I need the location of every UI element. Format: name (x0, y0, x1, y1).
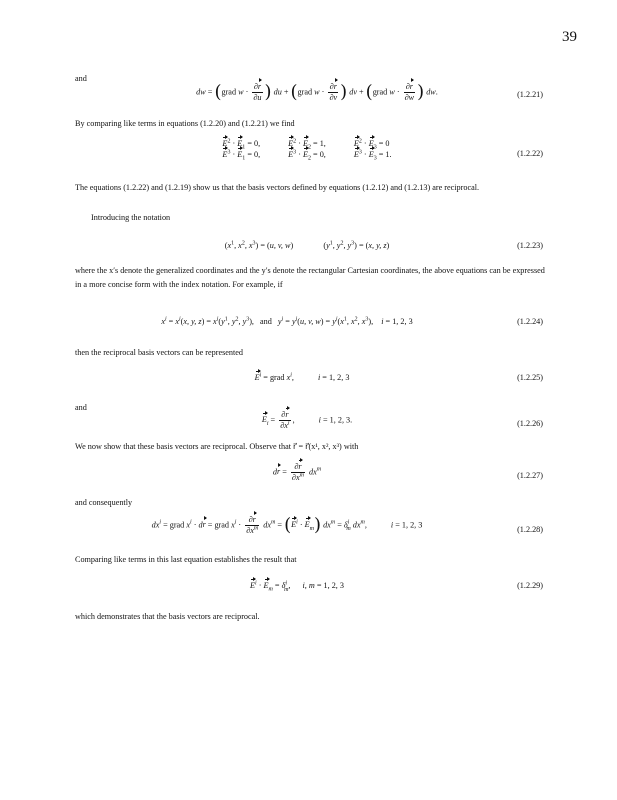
equation-1-2-29: $E^i \cdot E_m = \delta^i_m$, i, m = 1, 2, 3 (1.2.29) (250, 580, 543, 593)
paragraph-and-2: and (75, 403, 87, 412)
equation-number: (1.2.28) (517, 525, 543, 534)
equation-number: (1.2.21) (517, 90, 543, 99)
equation-1-2-23: ($x^1$, $x^2$, $x^3) = (u$, v, w) ($y^1$, $y^2$, $y^3) = (x$, y, z) (1.2.23) (224, 240, 543, 250)
equation-1-2-26: $E_i$ = $\frac{\partial r}{\partial x^i}$ , i = 1, 2, 3. (1.2.26) (261, 410, 543, 430)
equation-number: (1.2.23) (517, 241, 543, 250)
equation-1-2-24: $x^i = x^i(x$, y, $z) = x^i(y^1$, $y^2$, $y^3$), and $y^i = y^i(u$, v, $w) = y^i(x^1$, $x^2$, $x^3$), i = 1, 2, 3 (1.2.24) (161, 316, 543, 326)
equation-number: (1.2.24) (517, 317, 543, 326)
equation-number: (1.2.27) (517, 471, 543, 480)
paragraph-and-1: and (75, 74, 87, 83)
equation-number: (1.2.25) (517, 373, 543, 382)
equation-number: (1.2.29) (517, 581, 543, 590)
equation-number: (1.2.26) (517, 419, 543, 428)
paragraph-by-comparing: By comparing like terms in equations (1.2.20) and (1.2.21) we find (75, 119, 295, 128)
paragraph-we-now-show: We now show that these basis vectors are reciprocal. Observe that r⃗ = r⃗(x¹, x², x³) with (75, 442, 359, 451)
equation-number: (1.2.22) (517, 149, 543, 158)
equation-1-2-28: $dx^i$ = grad $x^i$ · dr = grad $x^i$ · $\frac{\partial r}{\partial x^m}$ $dx^m = (E^i \cdot E_m) dx^m = \delta^i_m$ $dx^m$, i = 1, 2, 3 (1.2.28) (151, 514, 543, 536)
paragraph-which-demonstrates: which demonstrates that the basis vectors are reciprocal. (75, 612, 260, 621)
paragraph-then-reciprocal: then the reciprocal basis vectors can be represented (75, 348, 243, 357)
paragraph-comparing-like: Comparing like terms in this last equation establishes the result that (75, 555, 297, 564)
paragraph-equations-show: The equations (1.2.22) and (1.2.19) show us that the basis vectors defined by equations (1.2.12) and (1.2.13) are reciprocal. (75, 183, 480, 192)
equation-1-2-22: $E^2 \cdot E_1 = 0$, $E^2 \cdot E_2 = 1$, $E^2 \cdot E_3 = 0$ $E^3 \cdot E_1 = 0$, $E^3 \cdot E_2 = 0$, $E^3 \cdot E_3 = 1$. (1.2.22) (222, 138, 543, 162)
paragraph-where-the: where the x′s denote the generalized coordinates and the y′s denote the rectangular Cartesian coordinates, the above equations can be expressed in a more concise form with the index notation. For example, if (75, 266, 545, 289)
equation-1-2-25: $E^i$ = grad $x^i$, i = 1, 2, 3 (1.2.25) (254, 372, 543, 382)
equation-1-2-27: dr = $\frac{\partial r}{\partial x^m}$ $dx^m$ (1.2.27) (272, 462, 543, 482)
page-number: 39 (562, 29, 577, 45)
paragraph-and-consequently: and consequently (75, 498, 133, 507)
paragraph-introducing: Introducing the notation (91, 213, 171, 222)
equation-1-2-21: dw = (grad w · $\frac{\partial r}{\partial u}$ ) du + (grad w · $\frac{\partial r}{\partial v}$ ) dv + (grad w · $\frac{\partial r}{\partial w}$ ) dw. (1.2.21) (196, 81, 543, 103)
